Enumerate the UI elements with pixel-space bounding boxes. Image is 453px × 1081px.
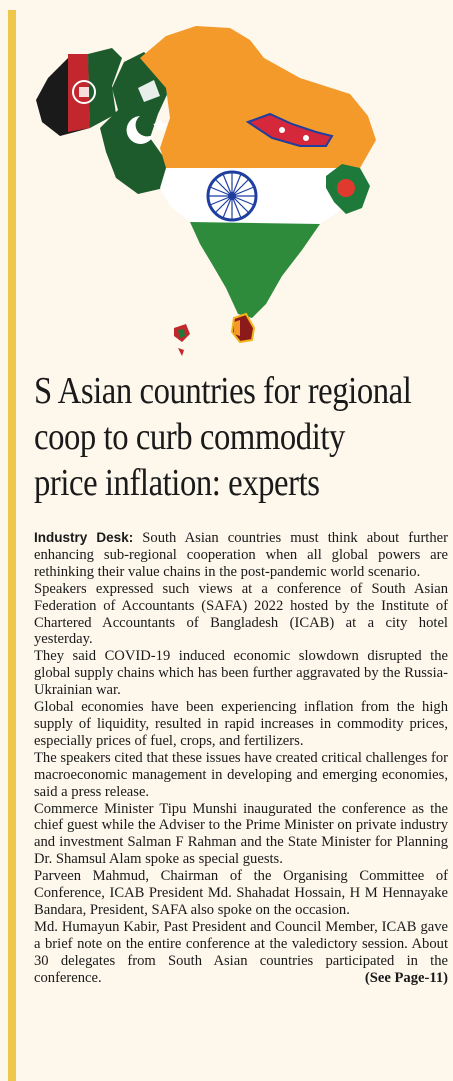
article-paragraph: Commerce Minister Tipu Munshi inaugurated the conference as the chief guest while the Adviser to the Prime Minister on private industry and investment Salman F Rahman and the State Minister for Planning Dr. Shamsul Alam spoke as special guests.	[34, 800, 448, 868]
article-body	[34, 530, 448, 986]
maldives-flag-region	[174, 324, 190, 356]
paragraph-text: Md. Humayun Kabir, Past President and Council Member, ICAB gave a brief note on the entire conference at the valedictory session. About 30 delegates from South Asian countries participated in the conference.	[34, 918, 448, 986]
headline	[34, 368, 412, 506]
headline-line: price inflation: experts	[34, 462, 320, 504]
continuation-link[interactable]: (See Page-11)	[364, 969, 448, 986]
paragraph-text: South Asian countries must think about further enhancing sub-regional cooperation when all global powers are rethinking their value chains in the post-pandemic world scenario.	[34, 530, 448, 580]
article-paragraph: Parveen Mahmud, Chairman of the Organising Committee of Conference, ICAB President Md. Shahadat Hossain, H M Hennayake Bandara, President, SAFA also spoke on the occasion.	[34, 868, 448, 918]
article-paragraph	[34, 919, 448, 987]
article-paragraph	[34, 530, 448, 581]
article-paragraph: Speakers expressed such views at a conference of South Asian Federation of Accountants (SAFA) 2022 hosted by the Institute of Chartered Accountants of Bangladesh (ICAB) at a city hotel yesterday.	[34, 580, 448, 648]
article-paragraph: The speakers cited that these issues have created critical challenges for macroeconomic management in developing and emerging economies, said a press release.	[34, 749, 448, 800]
article-paragraph: They said COVID-19 induced economic slowdown disrupted the global supply chains which has been further aggravated by the Russia-Ukrainian war.	[34, 648, 448, 699]
article-paragraph: Global economies have been experiencing inflation from the high supply of liquidity, resulted in rapid increases in commodity prices, especially prices of fuel, crops, and fertilizers.	[34, 699, 448, 749]
dateline: Industry Desk:	[34, 530, 134, 545]
south-asia-flag-map-illustration	[20, 18, 440, 363]
sri-lanka-flag-region	[232, 314, 254, 342]
headline-line: S Asian countries for regional	[34, 370, 412, 412]
accent-rule	[8, 10, 16, 1081]
headline-line: coop to curb commodity	[34, 416, 345, 458]
